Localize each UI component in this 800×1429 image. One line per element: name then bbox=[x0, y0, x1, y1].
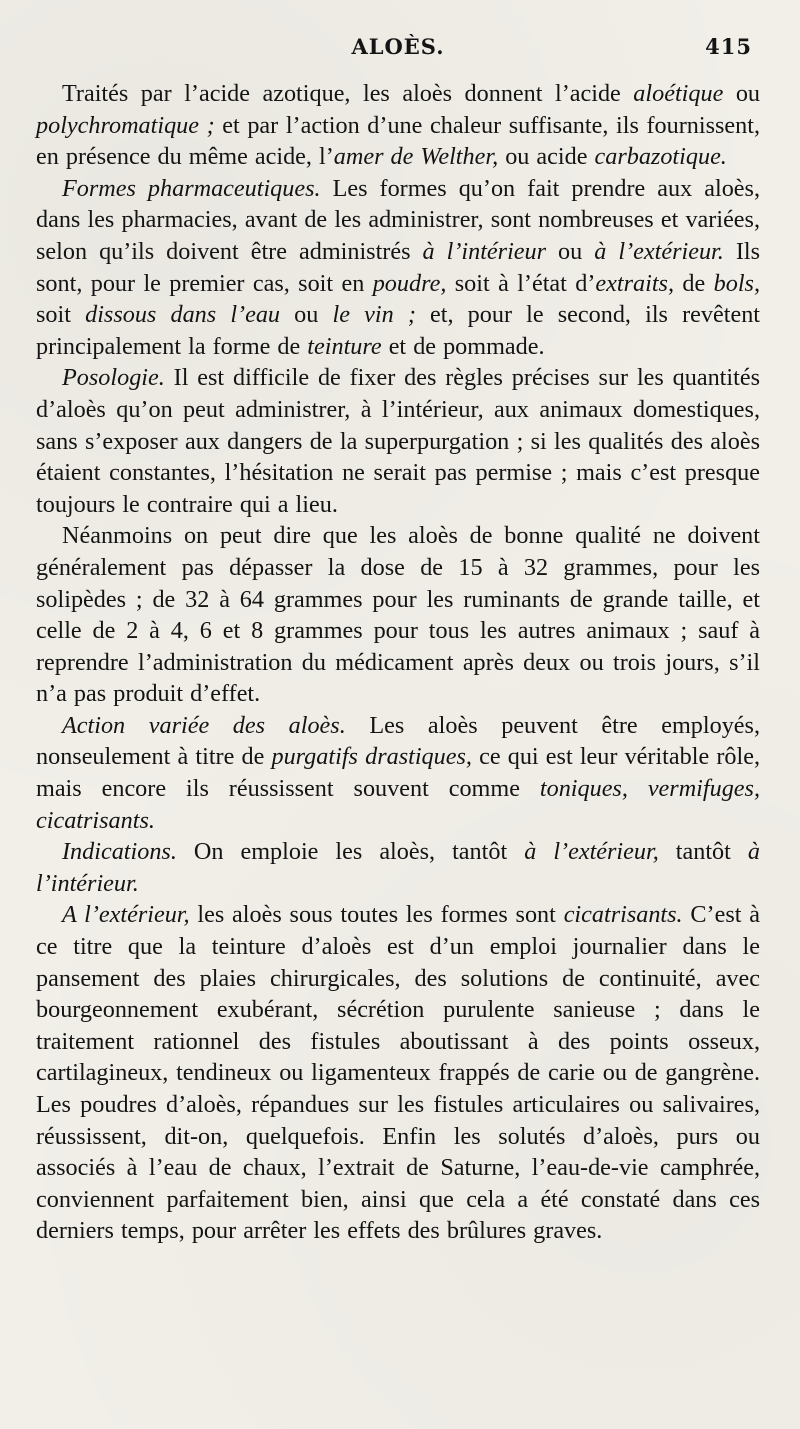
italic-term: à l’extérieur, bbox=[524, 838, 659, 866]
text-run: ou acide bbox=[498, 143, 595, 171]
text-run: ou bbox=[546, 237, 595, 265]
italic-term: polychromatique ; bbox=[36, 111, 215, 139]
text-run: soit bbox=[36, 301, 86, 329]
page-number: 415 bbox=[705, 34, 752, 59]
section-heading: Action variée des aloès. bbox=[62, 711, 346, 739]
italic-term: à l’intérieur bbox=[422, 237, 547, 265]
italic-term: bols, bbox=[713, 269, 760, 297]
italic-term: extraits, bbox=[595, 269, 675, 297]
body-text bbox=[36, 78, 760, 1247]
text-run: Néanmoins on peut dire que les aloès de bonne qualité ne doivent généralement pas dépasser la dose de 15 à 32 grammes, pour les solipèdes ; de 32 à 64 grammes pour les ruminants de grande taille, et celle de 2 à 4, 6 et 8 grammes pour tous les autres animaux ; sauf à reprendre l’administration du médicament après deux ou trois jours, s’il n’a pas produit d’effet. bbox=[36, 522, 760, 708]
text-run: les aloès sous toutes les formes sont bbox=[189, 901, 564, 929]
text-run: soit à l’état d’ bbox=[446, 269, 596, 297]
text-run: et par l’action d’une chaleur suffisante, ils fournissent, en présence du même acide, l’ bbox=[36, 111, 761, 171]
italic-term: dissous dans l’eau bbox=[85, 301, 281, 329]
italic-term: le vin ; bbox=[332, 301, 416, 329]
italic-term: cicatrisants. bbox=[563, 901, 683, 929]
text-run: Traités par l’acide azotique, les aloès donnent l’acide bbox=[62, 80, 634, 107]
paragraph-indications bbox=[36, 836, 760, 899]
italic-term: poudre, bbox=[372, 269, 447, 297]
paragraph-doses bbox=[36, 520, 760, 710]
text-run: de bbox=[674, 269, 714, 297]
text-run: tantôt bbox=[658, 838, 748, 866]
text-run: ou bbox=[280, 301, 333, 329]
paragraph-posology bbox=[36, 362, 760, 520]
text-run: Les aloès peuvent être employés, nonseulement à titre de bbox=[36, 711, 761, 771]
text-run: et, pour le second, ils revêtent principalement la forme de bbox=[36, 301, 761, 360]
section-heading: A l’extérieur, bbox=[62, 901, 190, 929]
italic-term: teinture bbox=[307, 332, 382, 360]
italic-term: carbazotique. bbox=[594, 143, 727, 171]
section-heading: Posologie. bbox=[62, 364, 165, 392]
text-run: Il est difficile de fixer des règles précises sur les quantités d’aloès qu’on peut administrer, à l’intérieur, aux animaux domestiques, sans s’exposer aux dangers de la superpurgation ; si les qualités des aloès étaient constantes, l’hésitation ne serait pas permise ; mais c’est presque toujours le contraire qui a lieu. bbox=[36, 364, 760, 518]
italic-term: amer de Welther, bbox=[333, 143, 499, 171]
text-run: C’est à ce titre que la teinture d’aloès est d’un emploi journalier dans le pansement des plaies chirurgicales, des solutions de continuité, avec bourgeonnement exubérant, sécrétion purulente sanieuse ; dans le traitement rationnel des fistules aboutissant à des points osseux, cartilagineux, tendineux ou ligamenteux frappés de carie ou de gangrène. Les poudres d’aloès, répandues sur les fistules articulaires ou salivaires, réussissent, dit-on, quelquefois. Enfin les solutés d’aloès, purs ou associés à l’eau de chaux, l’extrait de Saturne, l’eau-de-vie camphrée, conviennent parfaitement bien, ainsi que cela a été constaté dans ces derniers temps, pour arrêter les effets des brûlures graves. bbox=[36, 901, 760, 1245]
paragraph-external-use bbox=[36, 899, 760, 1247]
running-title: ALOÈS. bbox=[351, 34, 445, 59]
text-run: Ils sont, pour le premier cas, soit en bbox=[36, 237, 761, 297]
section-heading: Indications. bbox=[62, 838, 177, 866]
paragraph-varied-action bbox=[36, 710, 760, 836]
text-run: ce qui est leur véritable rôle, mais encore ils réussissent souvent comme bbox=[36, 743, 760, 803]
italic-term: aloétique bbox=[633, 80, 724, 107]
text-run: ou bbox=[723, 80, 761, 107]
paragraph-nitric-acid bbox=[36, 78, 760, 173]
paragraph-pharmaceutical-forms bbox=[36, 173, 760, 363]
section-heading: Formes pharmaceutiques. bbox=[62, 174, 321, 202]
text-run: Les formes qu’on fait prendre aux aloès, dans les pharmacies, avant de les administrer, sont nombreuses et variées, selon qu’ils doivent être administrés bbox=[36, 174, 760, 265]
text-run: On emploie les aloès, tantôt bbox=[176, 838, 525, 866]
text-run: et de pommade. bbox=[381, 332, 545, 360]
page-header bbox=[36, 28, 760, 72]
italic-term: à l’extérieur. bbox=[594, 237, 724, 265]
italic-term: purgatifs drastiques, bbox=[271, 743, 472, 771]
italic-term: toniques, vermifuges, cicatrisants. bbox=[36, 775, 760, 834]
italic-term: à l’intérieur. bbox=[36, 838, 760, 897]
